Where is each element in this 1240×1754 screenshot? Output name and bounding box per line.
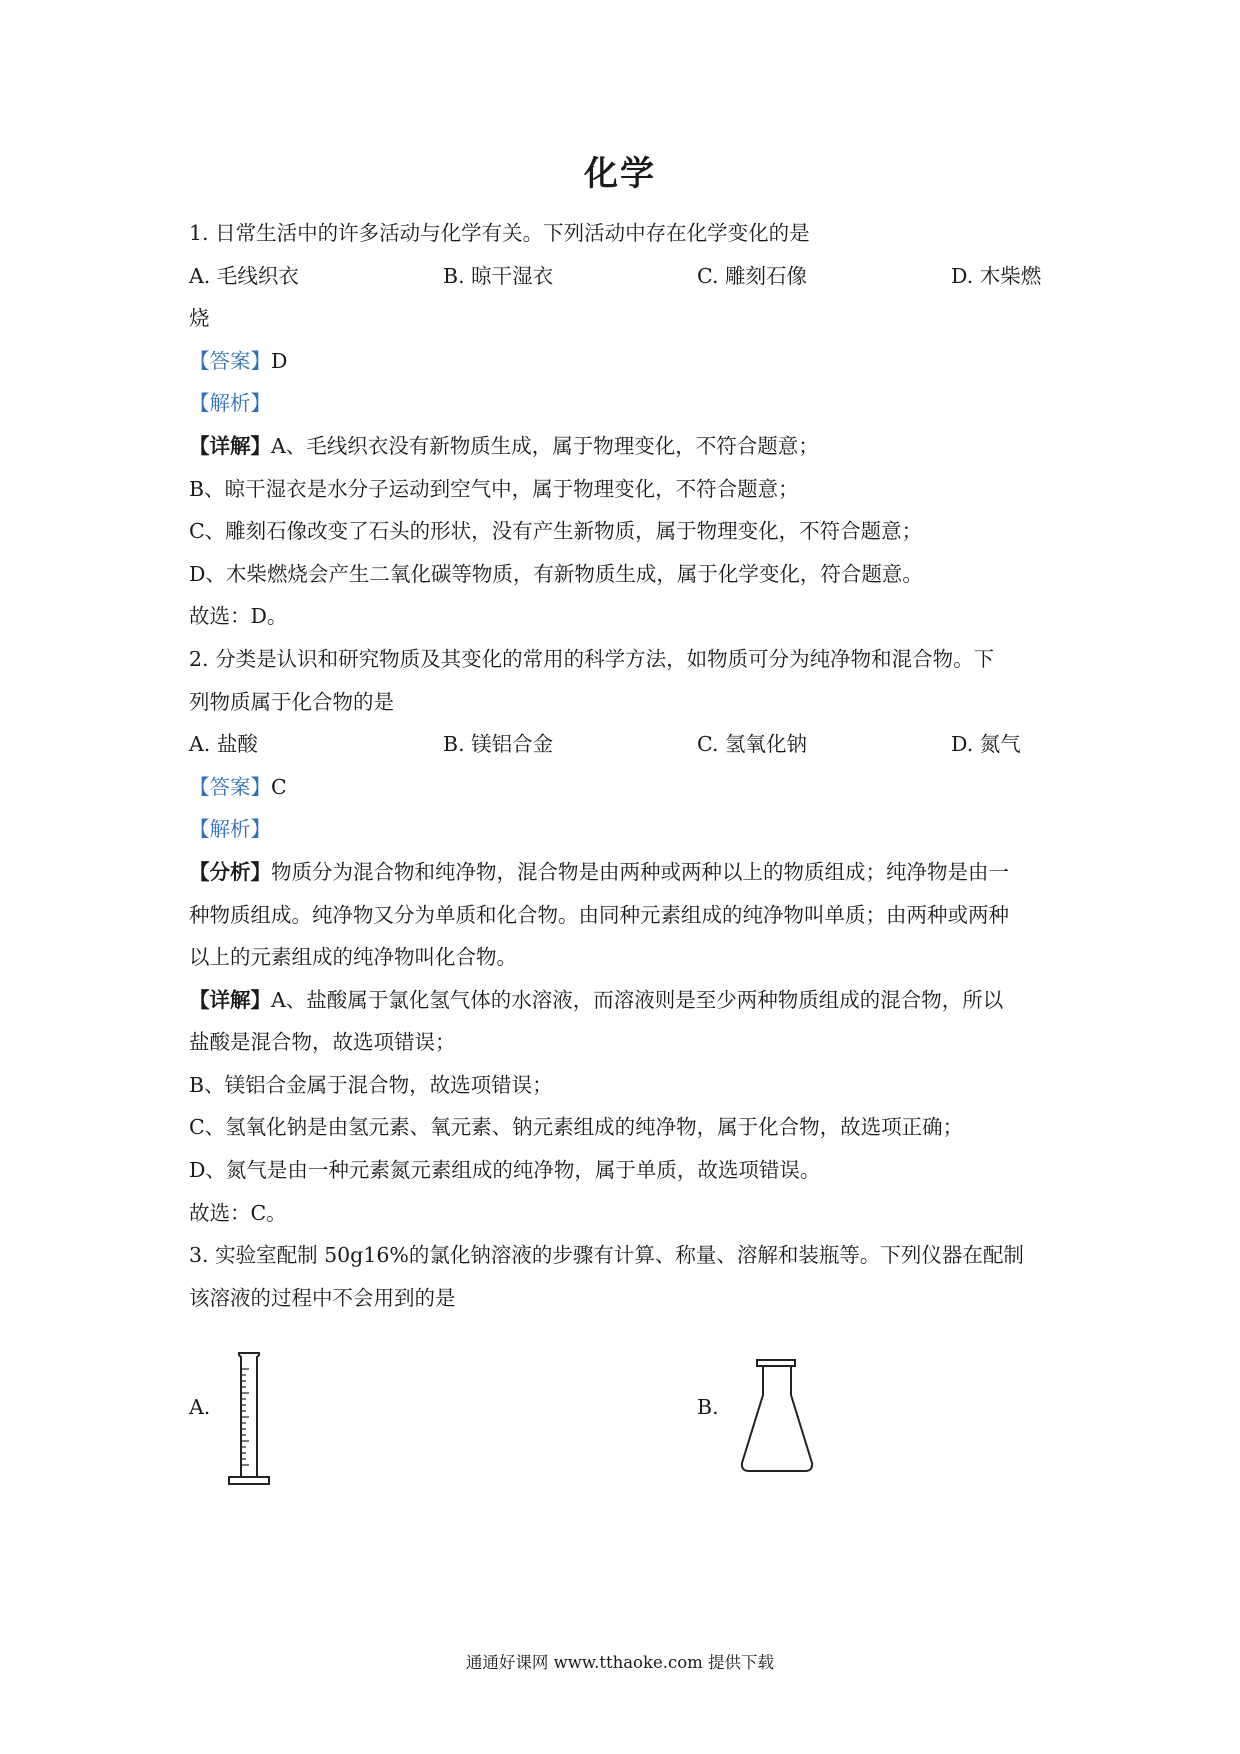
q2-detail-line-1 — [189, 979, 1061, 1022]
q2-detail-line-5: D、氮气是由一种元素氮元素组成的纯净物，属于单质，故选项错误。 — [189, 1158, 821, 1183]
q2-analysis-text-1: 物质分为混合物和纯净物，混合物是由两种或两种以上的物质组成；纯净物是由一 — [271, 859, 1009, 884]
q1-options — [189, 255, 1061, 298]
q1-detail-line-1 — [189, 425, 1061, 468]
q1-detail-line-4: D、木柴燃烧会产生二氧化碳等物质，有新物质生成，属于化学变化，符合题意。 — [189, 561, 923, 586]
page-footer: 通通好课网 www.tthaoke.com 提供下载 — [465, 1653, 775, 1672]
q1-answer — [189, 340, 1061, 383]
q3-image-options — [189, 1319, 1061, 1494]
q1-conclusion: 故选：D。 — [189, 604, 288, 629]
q3-option-a-label: A. — [189, 1395, 211, 1420]
q1-option-d-wrap: 烧 — [189, 306, 210, 331]
q2-options — [189, 723, 1061, 766]
q2-stem-line-2: 列物质属于化合物的是 — [189, 689, 394, 714]
content — [189, 212, 1061, 1494]
q2-analysis2-tag: 【分析】 — [189, 859, 271, 884]
q2-option-d: D. 氮气 — [951, 732, 1021, 757]
q2-analysis-tag: 【解析】 — [189, 817, 271, 842]
q2-analysis-line-2: 种物质组成。纯净物又分为单质和化合物。由同种元素组成的纯净物叫单质；由两种或两种 — [189, 902, 1009, 927]
q2-analysis-line-3: 以上的元素组成的纯净物叫化合物。 — [189, 945, 517, 970]
q3-stem-line-2: 该溶液的过程中不会用到的是 — [189, 1285, 456, 1310]
q1-option-b: B. 晾干湿衣 — [443, 263, 554, 288]
q1-analysis-tag: 【解析】 — [189, 391, 271, 416]
q2-answer-tag: 【答案】 — [189, 774, 271, 799]
q1-detail-text-1: A、毛线织衣没有新物质生成，属于物理变化，不符合题意； — [271, 433, 819, 458]
q2-detail-tag: 【详解】 — [189, 987, 271, 1012]
q2-detail-line-3: B、镁铝合金属于混合物，故选项错误； — [189, 1072, 553, 1097]
q2-option-a: A. 盐酸 — [189, 732, 258, 757]
q1-option-d: D. 木柴燃 — [951, 263, 1042, 288]
q1-detail-line-3: C、雕刻石像改变了石头的形状，没有产生新物质，属于物理变化，不符合题意； — [189, 519, 923, 544]
conical-flask-image — [737, 1357, 817, 1477]
q1-detail-line-2: B、晾干湿衣是水分子运动到空气中，属于物理变化，不符合题意； — [189, 476, 799, 501]
q2-detail-line-2: 盐酸是混合物，故选项错误； — [189, 1030, 456, 1055]
q2-answer-value: C — [271, 774, 287, 799]
q2-option-c: C. 氢氧化钠 — [697, 732, 807, 757]
q1-detail-tag: 【详解】 — [189, 433, 271, 458]
q3-option-b-label: B. — [697, 1395, 719, 1420]
page-title: 化学 — [584, 154, 656, 194]
q2-analysis-line-1 — [189, 851, 1061, 894]
q1-analysis-heading — [189, 382, 1061, 425]
q2-stem-line-1: 2. 分类是认识和研究物质及其变化的常用的科学方法，如物质可分为纯净物和混合物。下 — [189, 646, 995, 671]
q2-conclusion: 故选：C。 — [189, 1200, 287, 1225]
q1-answer-tag: 【答案】 — [189, 348, 271, 373]
q1-answer-value: D — [271, 348, 288, 373]
q1-option-c: C. 雕刻石像 — [697, 263, 807, 288]
q3-stem-line-1: 3. 实验室配制 50g16%的氯化钠溶液的步骤有计算、称量、溶解和装瓶等。下列仪器在配制 — [189, 1243, 1024, 1268]
graduated-cylinder-image — [227, 1349, 273, 1489]
q2-option-b: B. 镁铝合金 — [443, 732, 554, 757]
q1-option-a: A. 毛线织衣 — [189, 263, 299, 288]
q1-stem: 1. 日常生活中的许多活动与化学有关。下列活动中存在化学变化的是 — [189, 221, 810, 245]
q2-analysis-heading — [189, 808, 1061, 851]
q2-detail-text-1: A、盐酸属于氯化氢气体的水溶液，而溶液则是至少两种物质组成的混合物，所以 — [271, 987, 1004, 1012]
q2-detail-line-4: C、氢氧化钠是由氢元素、氧元素、钠元素组成的纯净物，属于化合物，故选项正确； — [189, 1115, 964, 1140]
q2-answer — [189, 766, 1061, 809]
